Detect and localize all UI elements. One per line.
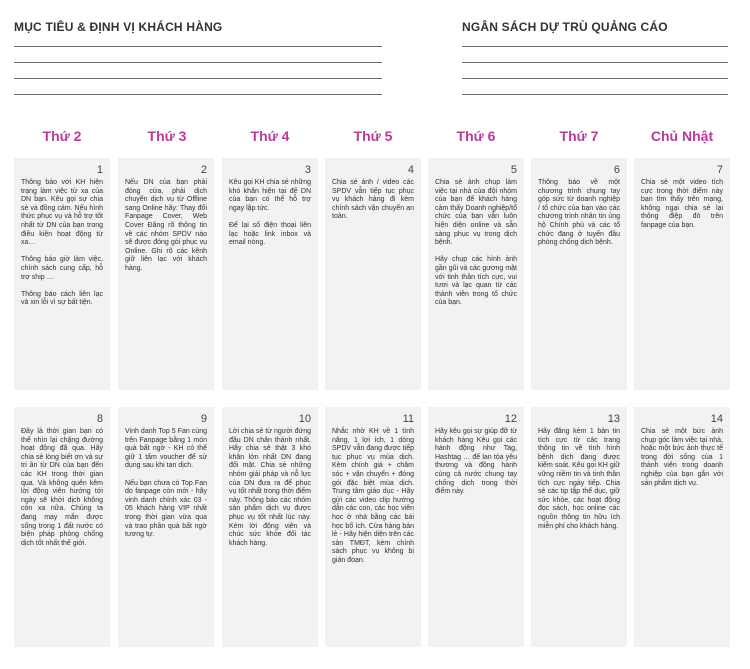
day-content: Chia sẻ ảnh / video các SPDV vẫn tiếp tục phục vụ khách hàng đi kèm chính sách vận chuyển an toàn. — [332, 179, 414, 221]
day-header-friday: Thứ 6 — [456, 128, 496, 144]
day-number: 13 — [607, 413, 620, 425]
day-header-monday: Thứ 2 — [42, 128, 82, 144]
day-number: 9 — [200, 413, 207, 425]
day-header-tuesday: Thứ 3 — [147, 128, 187, 144]
day-number: 12 — [504, 413, 517, 425]
calendar-day-cell — [222, 158, 318, 390]
calendar-day-cell — [118, 407, 214, 647]
day-number: 3 — [304, 164, 311, 176]
writing-line — [14, 78, 382, 79]
calendar-day-cell — [118, 158, 214, 390]
target-customer-title: MỤC TIÊU & ĐỊNH VỊ KHÁCH HÀNG — [14, 20, 223, 34]
day-content: Hãy đăng kèm 1 bản tin tích cực từ các trang thông tin về tình hình bệnh dịch đang được kiểm soát. Kêu gọi KH giữ vững niềm tin và tinh thần tích cực ngày tiếp. Chia sẻ các tip tập thể dục, giữ sức khỏe, các hoạt động đọc sách, học online các nguồn thông tin hữu ích miễn phí cho khách hàng. — [538, 428, 620, 530]
writing-line — [462, 46, 728, 47]
day-content: Thông báo với KH hiện trạng làm việc từ xa của DN bạn. Kêu gọi sự chia sẻ và đồng cảm. Nếu hình thức phục vụ và hỗ trợ tốt nhất từ DN của bạn trong điều kiện hoạt động từ xa… Thông báo giờ làm việc, chính sách cung cấp, hỗ trợ ship … Thông báo cách liên lạc và xin lỗi vì sự bất tiện. — [21, 179, 103, 307]
calendar-day-cell — [325, 158, 421, 390]
calendar-day-cell — [531, 158, 627, 390]
day-content: Kêu gọi KH chia sẻ những khó khăn hiện tại để DN của bạn có thể hỗ trợ ngay lập tức. Để lại số điện thoại liên lạc hoặc link inbox và email nóng. — [229, 179, 311, 247]
day-number: 7 — [716, 164, 723, 176]
day-content: Vinh danh Top 5 Fan cùng trên Fanpage bằng 1 món quà bất ngờ - KH có thể giữ 1 tấm voucher để sử dụng sau khi tan dịch. Nếu bạn chưa có Top Fan do fanpage còn mới - hãy vinh danh chính xác 03 - 05 khách hàng VIP nhất trong thời gian vừa qua và trao phần quà bất ngờ tương tự. — [125, 428, 207, 539]
writing-line — [14, 94, 382, 95]
target-customer-writing-lines — [14, 46, 382, 110]
calendar-day-cell — [14, 158, 110, 390]
day-number: 10 — [298, 413, 311, 425]
writing-line — [462, 62, 728, 63]
calendar-day-cell — [634, 407, 730, 647]
day-content: Thông báo về một chương trình chung tay góp sức từ doanh nghiệp / tổ chức của bạn vào các chương trình nhân tin ủng hộ Chính phủ và các tổ chức đang ở tuyến đầu phòng chống dịch bệnh. — [538, 179, 620, 247]
day-content: Nhắc nhở KH về 1 tình năng, 1 lợi ích, 1 dòng SPDV vẫn đang được tiếp tục phục vụ mùa dịch. Kèm chính giá + chăm sóc + vận chuyển + đóng gói đặc biệt mùa dịch. Trung tâm giáo dục - Hãy gửi các video clip hướng dẫn các con, các học viên học ở nhà bằng các bài học bổ ích. Cửa hàng bán lẻ - Hãy hiện diện trên các sàn TMĐT, kèm chính sách phục vụ không bị gián đoạn. — [332, 428, 414, 564]
day-header-wednesday: Thứ 4 — [250, 128, 290, 144]
calendar-day-cell — [428, 158, 524, 390]
day-content: Nếu DN của bạn phải đóng cửa, phải dịch chuyển dịch vụ từ Offline sang Online hãy: Thay đổi Fanpage Cover, Web Cover Đăng rõ thông tin về các nhóm SPDV nào sẽ được đóng gói phục vụ Online. Ghi rõ các kênh giữ liên lạc với khách hàng. — [125, 179, 207, 272]
calendar-day-cell — [634, 158, 730, 390]
day-content: Đây là thời gian bạn có thể nhìn lại chặng đường hoạt động đã qua. Hãy chia sẻ lòng biết ơn và sự tri ân từ DN của bạn đến các KH trong thời gian qua. Và không quên kêm lời động viên hướng tới ngày sẽ khởi dịch không còn xa nữa. Chúng ta đang may mắn được sống trong 1 đất nước có biện pháp phòng chống dịch tốt nhất thế giới. — [21, 428, 103, 547]
calendar-day-cell — [14, 407, 110, 647]
day-content: Chia sẻ ảnh chụp làm việc tại nhà của đội nhóm của bạn để khách hàng cảm thấy Doanh nghiệp/tổ chức của bạn vẫn luôn hiện diện online và sẵn sàng phục vụ trong dịch bệnh. Hãy chụp các hình ảnh gần gũi và các gương mặt với tinh thần tích cực, vui tươi và lạc quan từ các thành viên trong tổ chức của bạn. — [435, 179, 517, 307]
writing-line — [462, 78, 728, 79]
ad-budget-writing-lines — [462, 46, 728, 110]
day-header-saturday: Thứ 7 — [559, 128, 599, 144]
day-number: 4 — [407, 164, 414, 176]
day-number: 6 — [613, 164, 620, 176]
writing-line — [462, 94, 728, 95]
writing-line — [14, 62, 382, 63]
day-number: 11 — [402, 413, 414, 425]
calendar-day-cell — [428, 407, 524, 647]
calendar-day-cell — [222, 407, 318, 647]
day-header-thursday: Thứ 5 — [353, 128, 393, 144]
writing-line — [14, 46, 382, 47]
day-number: 14 — [710, 413, 723, 425]
day-content: Lời chia sẻ từ người đứng đầu DN chân thành nhất. Hãy chia sẻ thật 3 khó khăn lớn nhất DN đang đối mặt. Chia sẻ những nhóm giải pháp và nỗ lực của DN đưa ra để phục vụ tốt nhất trong thời điểm này. Thông báo các nhóm sản phẩm dịch vụ được phục vụ tốt nhất lúc này. Kèm lời động viên và chúc sức khỏe đối tác khách hàng. — [229, 428, 311, 547]
day-number: 1 — [96, 164, 103, 176]
day-header-sunday: Chủ Nhật — [650, 128, 714, 144]
ad-budget-title: NGÂN SÁCH DỰ TRÙ QUẢNG CÁO — [462, 20, 668, 34]
day-content: Chia sẻ một video tích cực trong thời điểm này bạn tìm thấy trên mạng, không ngại chia sẻ lại thông điệp đó trên fanpage của bạn. — [641, 179, 723, 229]
day-content: Chia sẻ một bức ảnh chụp góc làm việc tại nhà, hoặc một bức ảnh thực tế trong đời sống của 1 thành viên trong doanh nghiệp của bạn gắn với sản phẩm dịch vụ. — [641, 428, 723, 487]
day-number: 8 — [96, 413, 103, 425]
calendar-day-cell — [531, 407, 627, 647]
calendar-day-cell — [325, 407, 421, 647]
day-number: 5 — [510, 164, 517, 176]
day-content: Hãy kêu gọi sự giúp đỡ từ khách hàng Kêu gọi các hành động như Tag, Hashtag … để lan tỏa yêu thương và đồng hành cùng cả nước chung tay chống dịch trong thời điểm này. — [435, 428, 517, 496]
day-number: 2 — [200, 164, 207, 176]
